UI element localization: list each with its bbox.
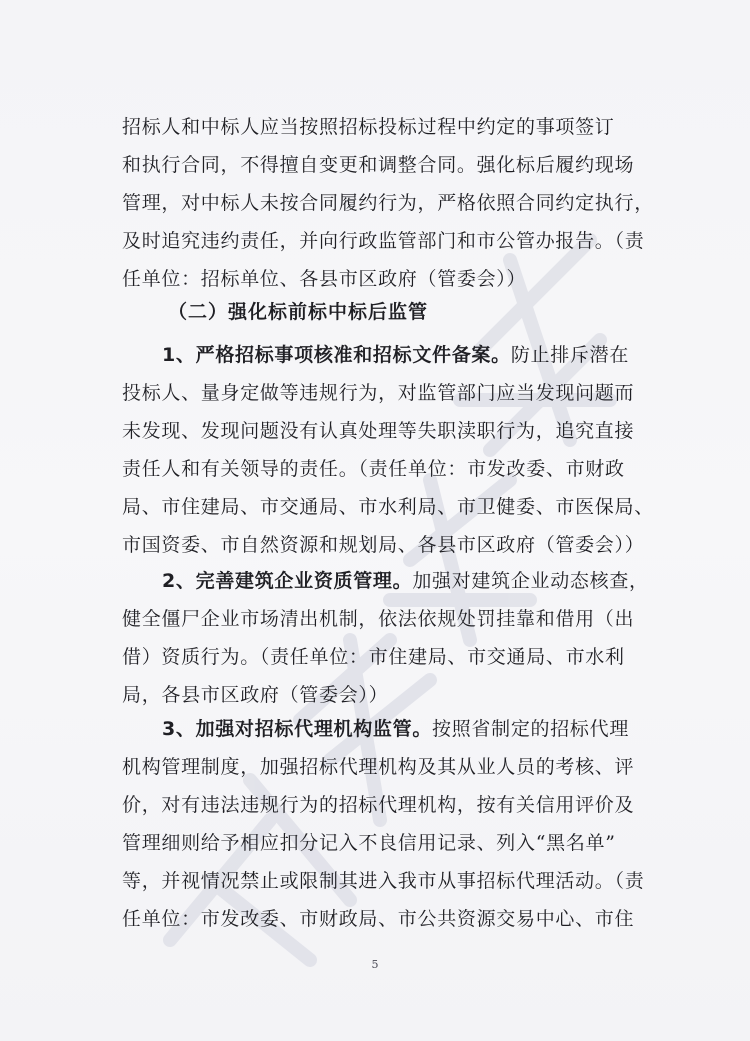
text-line: 招标人和中标人应当按照招标投标过程中约定的事项签订 xyxy=(122,116,615,138)
paragraph-heading: 2、完善建筑企业资质管理。 xyxy=(162,570,413,592)
page-number: 5 xyxy=(371,958,379,971)
paragraph-bidding-approval xyxy=(122,336,654,564)
text-line: 管理细则给予相应扣分记入不良信用记录、列入“黑名单” xyxy=(122,832,616,854)
paragraph-agency-supervision xyxy=(122,710,645,938)
text-line: 未发现、发现问题没有认真处理等失职渎职行为，追究直接 xyxy=(122,420,635,442)
paragraph-heading: 3、加强对招标代理机构监管。 xyxy=(162,718,433,740)
section-heading: （二）强化标前标中标后监管 xyxy=(168,301,429,323)
text-line: 和执行合同，不得擅自变更和调整合同。强化标后履约现场 xyxy=(122,154,635,176)
text-line xyxy=(122,336,634,374)
text-line: 投标人、量身定做等违规行为，对监管部门应当发现问题而 xyxy=(122,382,635,404)
text-line: 市国资委、市自然资源和规划局、各县市区政府（管委会）） xyxy=(122,534,645,556)
text-fragment: 加强对建筑企业动态核查， xyxy=(412,570,649,592)
text-line: 局，各县市区政府（管委会）） xyxy=(122,684,389,706)
text-line: 借）资质行为。（责任单位：市住建局、市交通局、市水利 xyxy=(122,646,625,668)
text-fragment: 按照省制定的招标代理 xyxy=(432,718,630,740)
text-line: 局、市住建局、市交通局、市水利局、市卫健委、市医保局、 xyxy=(122,496,654,518)
text-line: 价，对有违法违规行为的招标代理机构，按有关信用评价及 xyxy=(122,794,635,816)
text-line: 等，并视情况禁止或限制其进入我市从事招标代理活动。（责 xyxy=(122,870,645,892)
text-line: 健全僵尸企业市场清出机制，依法依规处罚挂靠和借用（出 xyxy=(122,608,635,630)
text-fragment: 防止排斥潜在 xyxy=(510,344,630,366)
paragraph-contract-execution xyxy=(122,108,654,298)
text-line: 任单位：市发改委、市财政局、市公共资源交易中心、市住 xyxy=(122,908,635,930)
text-line xyxy=(122,710,634,748)
paragraph-qualification-management xyxy=(122,562,649,714)
text-line: 机构管理制度，加强招标代理机构及其从业人员的考核、评 xyxy=(122,756,635,778)
text-line: 及时追究违约责任，并向行政监管部门和市公管办报告。（责 xyxy=(122,230,645,252)
text-line xyxy=(122,562,649,600)
text-line: 任单位：招标单位、各县市区政府（管委会）） xyxy=(122,268,527,290)
paragraph-heading: 1、严格招标事项核准和招标文件备案。 xyxy=(162,344,511,366)
text-line: 责任人和有关领导的责任。（责任单位：市发改委、市财政 xyxy=(122,458,625,480)
text-line: 管理，对中标人未按合同履约行为，严格依照合同约定执行， xyxy=(122,192,654,214)
